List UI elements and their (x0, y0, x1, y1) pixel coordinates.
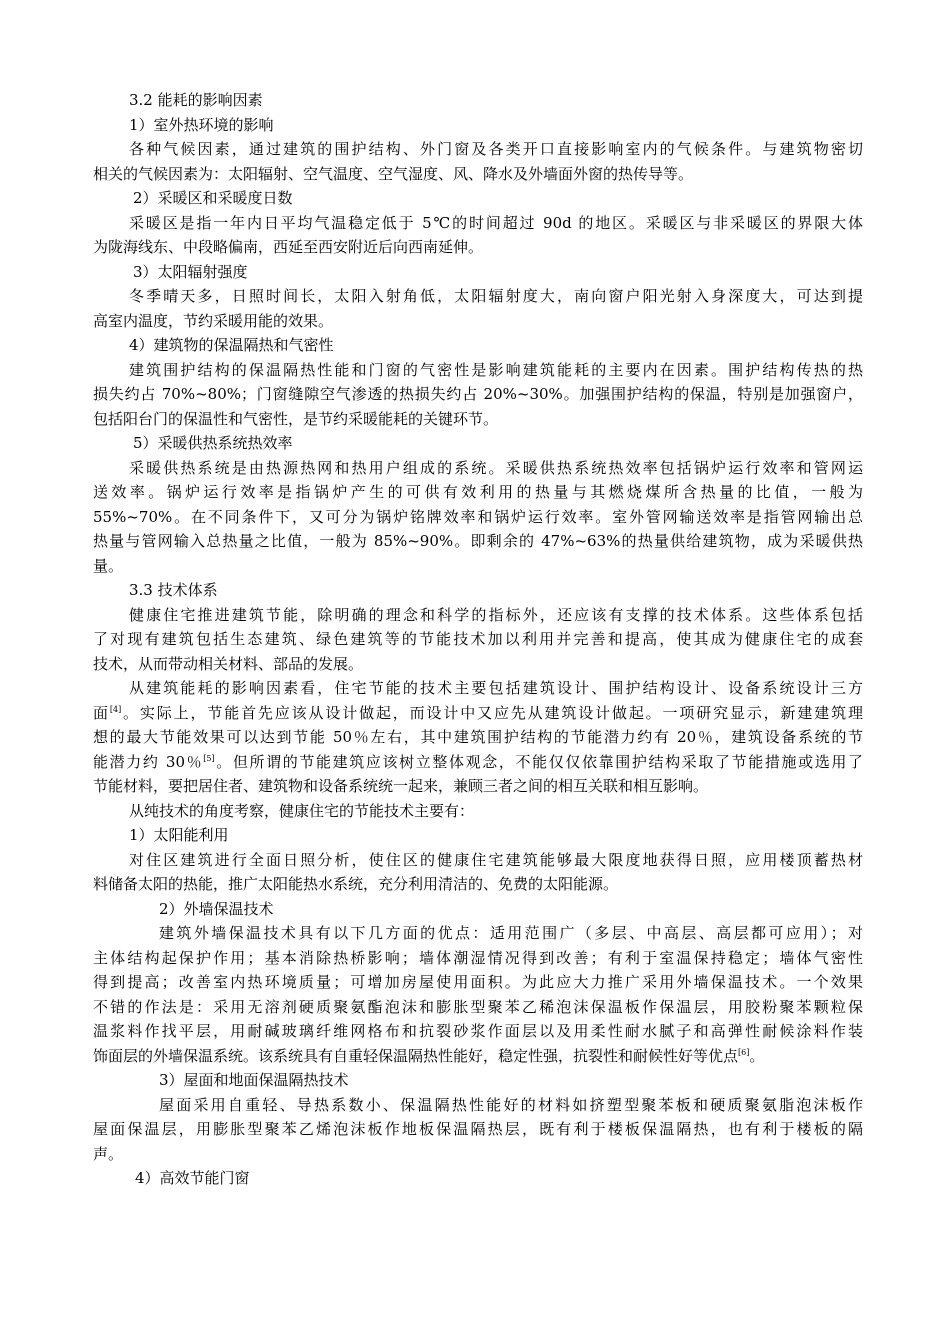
paragraph-line: 屋面采用自重轻、导热系数小、保温隔热性能好的材料如挤塑型聚苯板和硬质聚氨脂泡沫板作 (159, 1095, 863, 1114)
subheading: 2）外墙保温技术 (159, 899, 274, 918)
text-segment: 。但所谓的节能建筑应该树立整体观念，不能仅仅依靠围护结构采取了节能措施或选用了 (214, 752, 863, 771)
subheading: 3）太阳辐射强度 (133, 262, 248, 281)
paragraph-line: 从建筑能耗的影响因素看，住宅节能的技术主要包括建筑设计、围护结构设计、设备系统设计三方 (129, 679, 863, 697)
paragraph-line: 量。 (93, 556, 124, 575)
paragraph-line (93, 750, 863, 775)
citation-ref: [6] (738, 1047, 750, 1057)
paragraph-line: 料储备太阳的热能，推广太阳能热水系统，充分利用清洁的、免费的太阳能源。 (93, 875, 619, 893)
paragraph-line: 健康住宅推进建筑节能，除明确的理念和科学的指标外，还应该有支撑的技术体系。这些体系包括 (129, 605, 863, 624)
paragraph-line: 主体结构起保护作用；基本消除热桥影响；墙体潮湿情况得到改善；有利于室温保持稳定；墙体气密性 (93, 948, 863, 967)
paragraph-line: 建筑外墙保温技术具有以下几方面的优点：适用范围广（多层、中高层、高层都可应用）；对 (159, 924, 863, 942)
paragraph-line: 采暖供热系统是由热源热网和热用户组成的系统。采暖供热系统热效率包括锅炉运行效率和管网运 (129, 458, 863, 477)
paragraph-line: 技术，从而带动相关材料、部品的发展。 (93, 654, 364, 673)
paragraph-line: 不错的作法是：采用无溶剂硬质聚氨酯泡沫和膨胀型聚苯乙稀泡沫保温板作保温层，用胶粉聚苯颗粒保 (93, 997, 863, 1016)
section-heading: 3.2 能耗的影响因素 (129, 91, 263, 109)
subheading: 1）太阳能利用 (129, 826, 229, 844)
paragraph-line: 冬季晴天多，日照时间长，太阳入射角低，太阳辐射度大，南向窗户阳光射入身深度大，可达到提 (129, 287, 863, 305)
paragraph-line: 送效率。锅炉运行效率是指锅炉产生的可供有效利用的热量与其燃烧煤所含热量的比值，一般为 (93, 483, 863, 501)
paragraph-line: 相关的气候因素为：太阳辐射、空气温度、空气湿度、风、降水及外墙面外窗的热传导等。 (93, 164, 694, 183)
subheading: 2）采暖区和采暖度日数 (133, 189, 293, 207)
paragraph-line (93, 1044, 863, 1069)
subheading: 5）采暖供热系统热效率 (133, 434, 293, 452)
paragraph-line: 为陇海线东、中段略偏南，西延至西安附近后向西南延伸。 (93, 238, 484, 256)
subheading: 4）建筑物的保温隔热和气密性 (129, 336, 334, 354)
citation-ref: [4] (109, 704, 122, 714)
paragraph-line: 声。 (93, 1144, 124, 1163)
paragraph-line: 高室内温度，节约采暖用能的效果。 (93, 311, 334, 330)
paragraph-line: 想的最大节能效果可以达到节能 50％左右，其中建筑围护结构的节能潜力约有 20％，建筑设备系统的节 (93, 728, 863, 746)
paragraph-line: 屋面保温层，用膨胀型聚苯乙烯泡沫板作地板保温隔热层，既有利于楼板保温隔热，也有利于楼板的隔 (93, 1120, 863, 1138)
text-segment: 。实际上，节能首先应该从设计做起，而设计中又应先从建筑设计做起。一项研究显示，新建建筑理 (121, 703, 863, 722)
paragraph-line: 从纯技术的角度考察，健康住宅的节能技术主要有： (129, 801, 475, 820)
paragraph-line: 55%~70%。在不同条件下，又可分为锅炉铭牌效率和锅炉运行效率。室外管网输送效率是指管网输出总 (93, 507, 863, 526)
paragraph-line: 节能材料，要把居住者、建筑物和设备系统统一起来，兼顾三者之间的相互关联和相互影响。 (93, 777, 709, 795)
subheading: 1）室外热环境的影响 (129, 115, 274, 134)
paragraph-line: 热量与管网输入总热量之比值，一般为 85%~90%。即剩余的 47%~63%的热量供给建筑物，成为采暖供热 (93, 532, 863, 550)
paragraph-line: 各种气候因素，通过建筑的围护结构、外门窗及各类开口直接影响室内的气候条件。与建筑物密切 (129, 140, 863, 158)
paragraph-line: 建筑围护结构的保温隔热性能和门窗的气密性是影响建筑能耗的主要内在因素。围护结构传热的热 (129, 360, 863, 379)
paragraph-line: 对住区建筑进行全面日照分析，使住区的健康住宅建筑能够最大限度地获得日照，应用楼顶蓄热材 (129, 850, 863, 869)
section-heading: 3.3 技术体系 (129, 581, 218, 599)
paragraph-line: 损失约占 70%~80%；门窗缝隙空气渗透的热损失约占 20%~30%。加强围护结构的保温，特别是加强窗户， (93, 385, 863, 403)
text-segment: 能潜力约 30％ (93, 752, 204, 771)
paragraph-line: 采暖区是指一年内日平均气温稳定低于 5℃的时间超过 90d 的地区。采暖区与非采暖区的界限大体 (129, 213, 863, 232)
paragraph-line (93, 701, 863, 726)
text-segment: 面 (93, 703, 110, 722)
subheading: 3）屋面和地面保温隔热技术 (159, 1071, 349, 1089)
paragraph-line: 得到提高；改善室内热环境质量；可增加房屋使用面积。为此应大力推广采用外墙保温技术。一个效果 (93, 973, 863, 991)
paragraph-line: 包括阳台门的保温性和气密性，是节约采暖能耗的关键环节。 (93, 409, 499, 428)
text-segment: 。 (749, 1046, 765, 1065)
document-body (93, 88, 863, 1191)
paragraph-line: 了对现有建筑包括生态建筑、绿色建筑等的节能技术加以利用并完善和提高，使其成为健康住宅的成套 (93, 630, 863, 648)
paragraph-line: 温浆料作找平层，用耐碱玻璃纤维网格布和抗裂砂浆作面层以及用柔性耐水腻子和高弹性耐候涂料作装 (93, 1022, 863, 1040)
text-segment: 饰面层的外墙保温系统。该系统具有自重轻保温隔热性能好，稳定性强，抗裂性和耐候性好等优点 (93, 1046, 739, 1065)
citation-ref: [5] (203, 753, 215, 763)
subheading: 4）高效节能门窗 (135, 1169, 250, 1187)
